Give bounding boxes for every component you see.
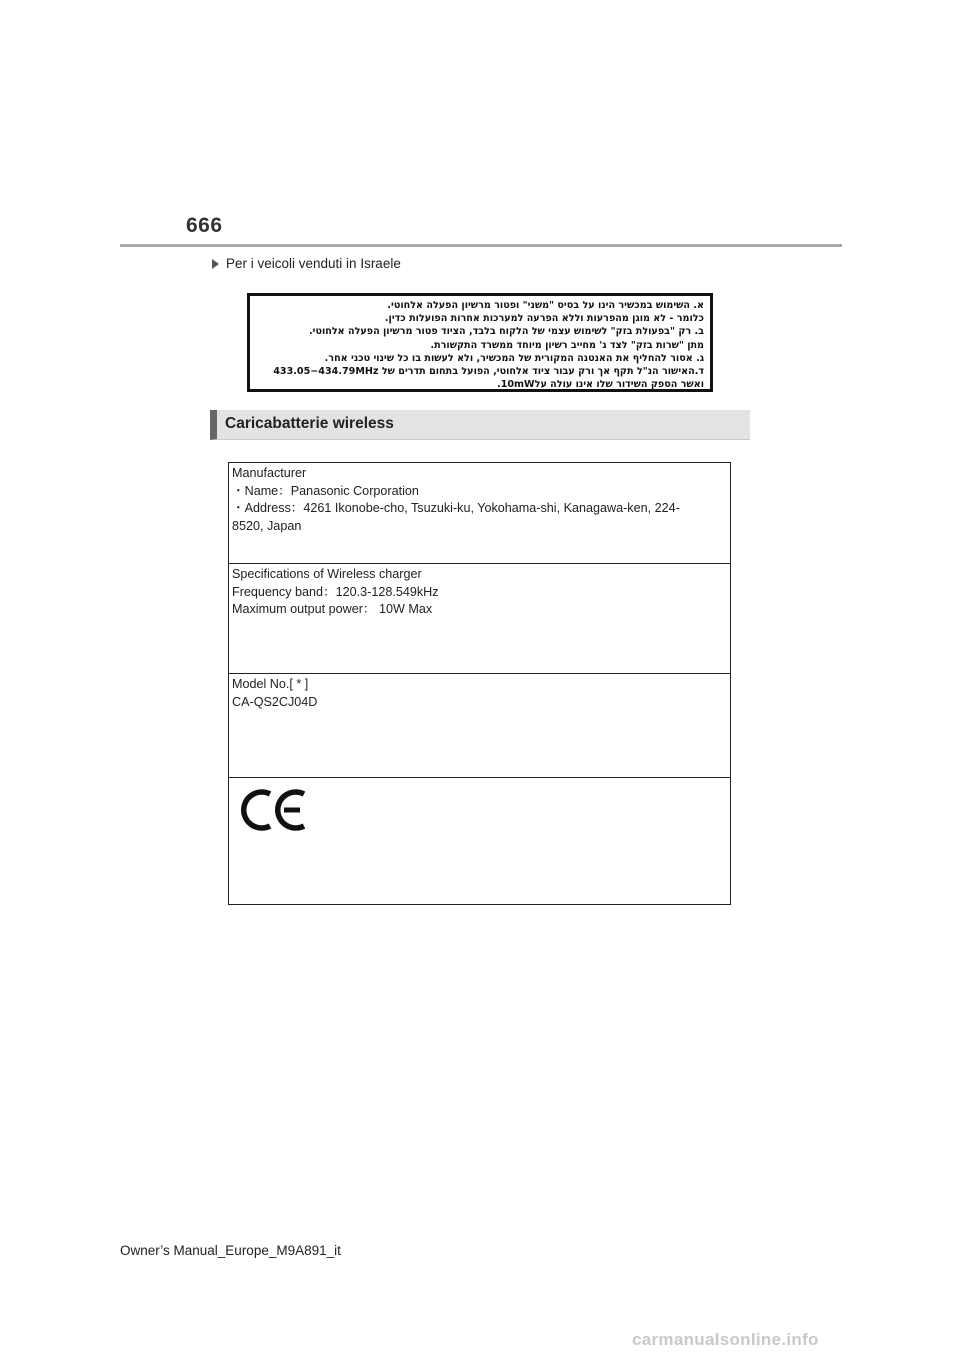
page-footer: Owner’s Manual_Europe_M9A891_it <box>120 1243 341 1258</box>
section-header <box>210 410 750 440</box>
model-heading: Model No.[ * ] <box>232 677 309 691</box>
model-number: CA-QS2CJ04D <box>232 694 318 709</box>
manufacturer-name: ・Name：Panasonic Corporation <box>232 483 419 498</box>
hebrew-notice-line: כלומר - לא מוגן מהפרעות וללא הפרעה למערכות אחרות הפועלות כדין. <box>384 313 704 325</box>
section-title: Caricabatterie wireless <box>225 415 394 432</box>
watermark: carmanualsonline.info <box>632 1330 819 1349</box>
frequency-band: Frequency band：120.3-128.549kHz <box>232 584 439 599</box>
hebrew-notice-line: ג. אסור להחליף את האנטנה המקורית של המכשיר, ולא לעשות בו כל שינוי טכני אחר. <box>324 352 704 364</box>
table-row-model <box>229 674 731 778</box>
table-row-manufacturer <box>229 463 731 564</box>
subsection-heading <box>212 256 401 271</box>
manufacturer-cell <box>229 463 731 564</box>
triangle-bullet-icon <box>212 259 219 269</box>
specifications-heading: Specifications of Wireless charger <box>232 567 422 581</box>
specifications-cell <box>229 564 731 674</box>
hebrew-notice-line: ב. רק "בפעולת בזק" לשימוש עצמי של הלקוח בלבד, הציוד פטור מרשיון הפעלה אלחוטי. <box>308 326 704 338</box>
certification-cell <box>229 778 731 905</box>
table-row-certification <box>229 778 731 905</box>
wireless-charger-spec-table <box>228 462 731 905</box>
hebrew-notice-line: א. השימוש במכשיר הינו על בסיס "משני" ופטור מרשיון הפעלה אלחוטי. <box>387 300 704 311</box>
table-row-specifications <box>229 564 731 674</box>
hebrew-regulatory-notice <box>247 293 713 392</box>
max-output-power: Maximum output power： 10W Max <box>232 602 433 616</box>
hebrew-notice-line: ואשר הספק השידור שלו אינו עולה על10mW. <box>497 379 704 391</box>
model-cell <box>229 674 731 778</box>
header-rule <box>120 244 842 247</box>
ce-mark-icon <box>240 786 308 834</box>
hebrew-notice-line: מתן "שרות בזק" לצד ג' מחייב רשיון מיוחד ממשרד התקשורת. <box>430 339 704 351</box>
manufacturer-heading: Manufacturer <box>232 466 307 480</box>
manufacturer-address-line1: ・Address：4261 Ikonobe-cho, Tsuzuki-ku, Yokohama-shi, Kanagawa-ken, 224- <box>232 501 680 515</box>
subsection-title: Per i veicoli venduti in Israele <box>226 256 401 271</box>
page-number: 666 <box>186 214 223 237</box>
manufacturer-address-line2: 8520, Japan <box>232 518 302 533</box>
hebrew-notice-line: ד.האישור הנ"ל תקף אך ורק עבור ציוד אלחוטי, הפועל בתחום תדרים של 433.05−434.79MHz <box>273 366 704 378</box>
